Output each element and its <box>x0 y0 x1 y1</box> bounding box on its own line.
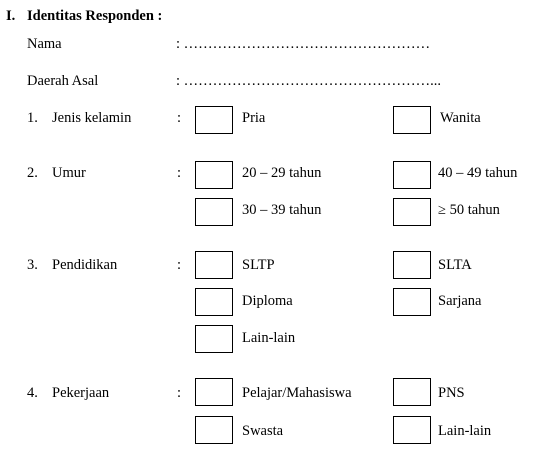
question-number-1: 1. <box>27 110 38 126</box>
checkbox-umur-30-39[interactable] <box>195 198 233 226</box>
option-label-umur-20-29: 20 – 29 tahun <box>242 165 322 181</box>
option-label-umur-40-49: 40 – 49 tahun <box>438 165 518 181</box>
question-number-4: 4. <box>27 385 38 401</box>
option-label-pns: PNS <box>438 385 465 401</box>
option-label-pelajar-mahasiswa: Pelajar/Mahasiswa <box>242 385 352 401</box>
question-label-pekerjaan: Pekerjaan <box>52 385 110 401</box>
question-label-umur: Umur <box>52 165 86 181</box>
checkbox-umur-20-29[interactable] <box>195 161 233 189</box>
checkbox-diploma[interactable] <box>195 288 233 316</box>
question-colon-2: : <box>177 165 182 181</box>
checkbox-pns[interactable] <box>393 378 431 406</box>
option-label-diploma: Diploma <box>242 293 293 309</box>
checkbox-swasta[interactable] <box>195 416 233 444</box>
checkbox-pendidikan-lain-lain[interactable] <box>195 325 233 353</box>
checkbox-pekerjaan-lain-lain[interactable] <box>393 416 431 444</box>
option-label-pendidikan-lain-lain: Lain-lain <box>242 330 296 346</box>
checkbox-umur-40-49[interactable] <box>393 161 431 189</box>
option-label-slta: SLTA <box>438 257 472 273</box>
field-value-daerah-asal[interactable]: : ……………………………………………... <box>176 73 442 89</box>
option-label-pekerjaan-lain-lain: Lain-lain <box>438 423 492 439</box>
field-label-daerah-asal: Daerah Asal <box>27 73 99 89</box>
option-label-umur-30-39: 30 – 39 tahun <box>242 202 322 218</box>
question-colon-1: : <box>177 110 182 126</box>
question-colon-4: : <box>177 385 182 401</box>
question-number-3: 3. <box>27 257 38 273</box>
option-label-sltp: SLTP <box>242 257 275 273</box>
checkbox-umur-50-plus[interactable] <box>393 198 431 226</box>
checkbox-sarjana[interactable] <box>393 288 431 316</box>
checkbox-sltp[interactable] <box>195 251 233 279</box>
checkbox-pelajar-mahasiswa[interactable] <box>195 378 233 406</box>
question-label-pendidikan: Pendidikan <box>52 257 118 273</box>
section-title: Identitas Responden : <box>27 8 163 24</box>
option-label-sarjana: Sarjana <box>438 293 482 309</box>
checkbox-wanita[interactable] <box>393 106 431 134</box>
option-label-umur-50-plus: ≥ 50 tahun <box>438 202 500 218</box>
option-label-pria: Pria <box>242 110 266 126</box>
question-colon-3: : <box>177 257 182 273</box>
field-value-nama[interactable]: : …………………………………………… <box>176 36 431 52</box>
question-number-2: 2. <box>27 165 38 181</box>
question-label-jenis-kelamin: Jenis kelamin <box>52 110 132 126</box>
option-label-wanita: Wanita <box>440 110 481 126</box>
section-number: I. <box>6 8 16 24</box>
option-label-swasta: Swasta <box>242 423 284 439</box>
field-label-nama: Nama <box>27 36 62 52</box>
checkbox-pria[interactable] <box>195 106 233 134</box>
checkbox-slta[interactable] <box>393 251 431 279</box>
